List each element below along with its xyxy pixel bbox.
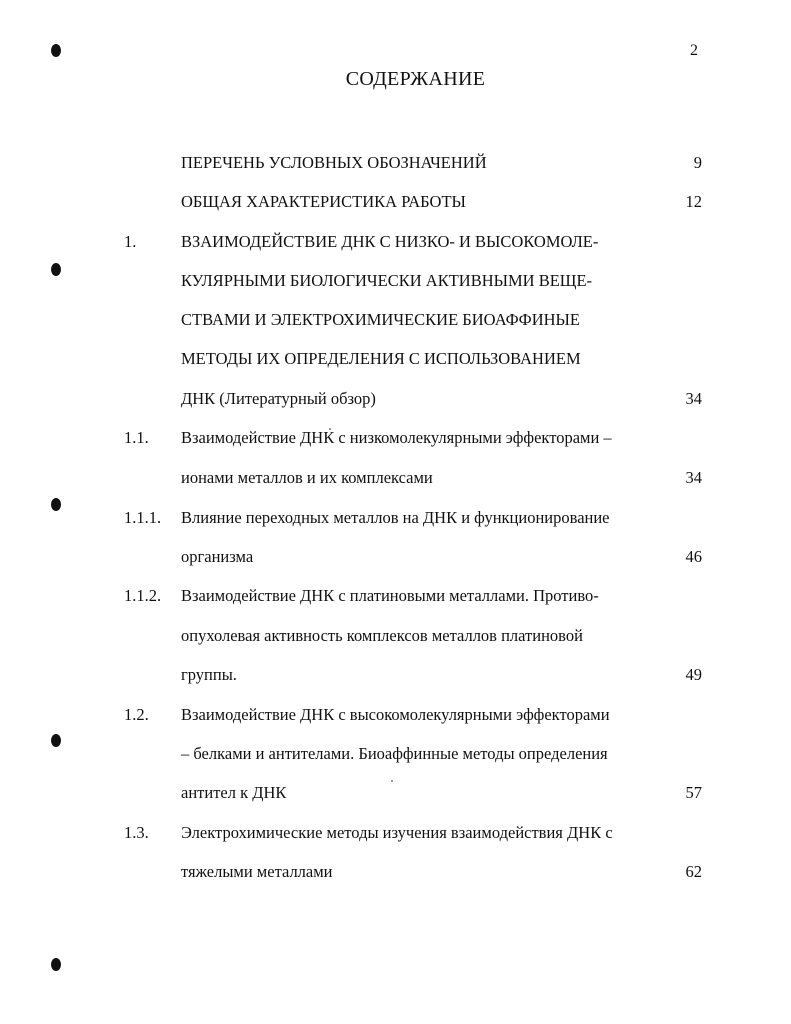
toc-page-number: 62 bbox=[685, 862, 702, 881]
toc-entry-text: группы. bbox=[181, 665, 237, 684]
toc-entry-text: тяжелыми металлами bbox=[181, 862, 333, 881]
toc-entry-text: антител к ДНК bbox=[181, 783, 287, 802]
toc-entry-text: ПЕРЕЧЕНЬ УСЛОВНЫХ ОБОЗНАЧЕНИЙ bbox=[181, 153, 487, 172]
toc-line bbox=[0, 190, 791, 214]
toc-line bbox=[0, 269, 791, 293]
toc-line bbox=[0, 781, 791, 805]
toc-entry-text: ионами металлов и их комплексами bbox=[181, 468, 433, 487]
toc-entry-text: Взаимодействие ДНК с платиновыми металлами. Противо- bbox=[181, 586, 599, 605]
toc-section-number: 1.1. bbox=[124, 428, 149, 447]
toc-line bbox=[0, 347, 791, 371]
toc-section-number: 1. bbox=[124, 232, 137, 251]
toc-line bbox=[0, 624, 791, 648]
toc-page-number: 34 bbox=[685, 468, 702, 487]
toc-entry-text: Электрохимические методы изучения взаимодействия ДНК с bbox=[181, 823, 613, 842]
toc-page-number: 9 bbox=[693, 153, 702, 172]
toc-line bbox=[0, 230, 791, 254]
toc-entry-text: ОБЩАЯ ХАРАКТЕРИСТИКА РАБОТЫ bbox=[181, 192, 466, 211]
toc-entry-text: организма bbox=[181, 547, 254, 566]
toc-line bbox=[0, 506, 791, 530]
toc-page-number: 57 bbox=[685, 783, 702, 802]
toc-section-number: 1.1.1. bbox=[124, 508, 162, 527]
toc-entry-text: СТВАМИ И ЭЛЕКТРОХИМИЧЕСКИЕ БИОАФФИНЫЕ bbox=[181, 310, 581, 329]
toc-line bbox=[0, 584, 791, 608]
toc-line bbox=[0, 663, 791, 687]
toc-entry-text: – белками и антителами. Биоаффинные методы определения bbox=[181, 744, 608, 763]
page-title: СОДЕРЖАНИЕ bbox=[345, 68, 486, 90]
binder-hole-mark bbox=[51, 44, 61, 57]
toc-line bbox=[0, 545, 791, 569]
toc-section-number: 1.3. bbox=[124, 823, 149, 842]
toc-page-number: 46 bbox=[685, 547, 702, 566]
toc-entry-text: ДНК (Литературный обзор) bbox=[181, 389, 376, 408]
toc-line bbox=[0, 426, 791, 450]
toc-entry-text: Влияние переходных металлов на ДНК и функционирование bbox=[181, 508, 610, 527]
toc-line bbox=[0, 466, 791, 490]
toc-line bbox=[0, 742, 791, 766]
toc-entry-text: МЕТОДЫ ИХ ОПРЕДЕЛЕНИЯ С ИСПОЛЬЗОВАНИЕМ bbox=[181, 349, 581, 368]
toc-line bbox=[0, 151, 791, 175]
toc-section-number: 1.1.2. bbox=[124, 586, 162, 605]
toc-line bbox=[0, 860, 791, 884]
toc-page-number: 12 bbox=[685, 192, 702, 211]
toc-entry-text: Взаимодействие ДНК с высокомолекулярными эффекторами bbox=[181, 705, 610, 724]
toc-page-number: 34 bbox=[685, 389, 702, 408]
toc-line bbox=[0, 703, 791, 727]
toc-line bbox=[0, 821, 791, 845]
toc-section-number: 1.2. bbox=[124, 705, 149, 724]
toc-entry-text: КУЛЯРНЫМИ БИОЛОГИЧЕСКИ АКТИВНЫМИ ВЕЩЕ- bbox=[181, 271, 593, 290]
toc-entry-text: опухолевая активность комплексов металлов платиновой bbox=[181, 626, 583, 645]
binder-hole-mark bbox=[51, 958, 61, 971]
toc-line bbox=[0, 308, 791, 332]
toc-line bbox=[0, 387, 791, 411]
page-number: 2 bbox=[690, 42, 698, 59]
toc-entry-text: ВЗАИМОДЕЙСТВИЕ ДНК С НИЗКО- И ВЫСОКОМОЛЕ- bbox=[181, 232, 599, 251]
toc-entry-text: Взаимодействие ДНК с низкомолекулярными эффекторами – bbox=[181, 428, 612, 447]
toc-page-number: 49 bbox=[685, 665, 702, 684]
